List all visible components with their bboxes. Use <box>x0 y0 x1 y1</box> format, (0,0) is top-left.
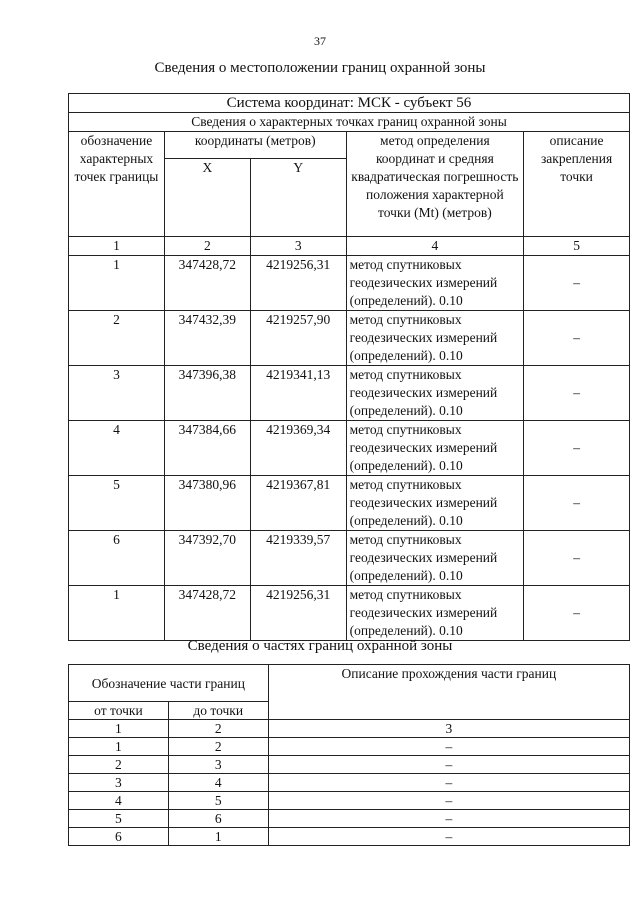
col-y-header: Y <box>250 159 346 237</box>
coord-x: 347432,39 <box>164 311 250 366</box>
method-line: метод спутниковых <box>349 312 462 327</box>
coord-x: 347428,72 <box>164 256 250 311</box>
method-line: метод спутниковых <box>349 532 462 547</box>
from-point: 1 <box>69 738 169 756</box>
point-id: 2 <box>69 311 165 366</box>
column-number: 2 <box>168 720 268 738</box>
column-number-row <box>69 720 630 738</box>
method-line: (определений). 0.10 <box>349 458 463 473</box>
part-description: – <box>268 756 629 774</box>
point-description: – <box>524 366 630 421</box>
col-coords-header: координаты (метров) <box>164 132 346 159</box>
point-description: – <box>524 311 630 366</box>
to-point: 3 <box>168 756 268 774</box>
method-cell <box>346 366 524 421</box>
part-description: – <box>268 738 629 756</box>
column-number: 4 <box>346 237 524 256</box>
to-point: 6 <box>168 810 268 828</box>
table-subheader: Сведения о характерных точках границ охранной зоны <box>69 113 630 132</box>
table-row <box>69 586 630 641</box>
table-row <box>69 810 630 828</box>
table-row <box>69 756 630 774</box>
boundary-points-table <box>68 93 630 641</box>
from-point: 5 <box>69 810 169 828</box>
method-cell <box>346 476 524 531</box>
point-id: 5 <box>69 476 165 531</box>
column-number: 3 <box>268 720 629 738</box>
col-part-desc-header: Описание прохождения части границ <box>268 665 629 720</box>
point-id: 3 <box>69 366 165 421</box>
page-number: 37 <box>314 34 326 48</box>
coord-x: 347384,66 <box>164 421 250 476</box>
method-line: (определений). 0.10 <box>349 568 463 583</box>
table-row <box>69 531 630 586</box>
section-title: Сведения о местоположении границ охранной зоны <box>154 60 486 76</box>
point-id: 4 <box>69 421 165 476</box>
coord-x: 347428,72 <box>164 586 250 641</box>
column-number: 5 <box>524 237 630 256</box>
col-desc-header: описание закрепления точки <box>524 132 630 237</box>
to-point: 5 <box>168 792 268 810</box>
method-cell <box>346 531 524 586</box>
table-row <box>69 476 630 531</box>
method-line: геодезических измерений <box>349 605 498 620</box>
method-line: (определений). 0.10 <box>349 403 463 418</box>
point-description: – <box>524 531 630 586</box>
section-title-parts: Сведения о частях границ охранной зоны <box>187 638 453 654</box>
table-row <box>69 792 630 810</box>
point-description: – <box>524 476 630 531</box>
point-id: 1 <box>69 586 165 641</box>
col-point-header: обозначение характерных точек границы <box>69 132 165 237</box>
method-line: метод спутниковых <box>349 422 462 437</box>
boundary-parts-table <box>68 664 630 846</box>
method-line: (определений). 0.10 <box>349 293 463 308</box>
to-point: 4 <box>168 774 268 792</box>
col-part-header: Обозначение части границ <box>69 665 269 702</box>
method-cell <box>346 256 524 311</box>
coord-y: 4219256,31 <box>250 256 346 311</box>
part-description: – <box>268 828 629 846</box>
method-line: геодезических измерений <box>349 550 498 565</box>
coord-y: 4219339,57 <box>250 531 346 586</box>
method-line: метод спутниковых <box>349 257 462 272</box>
method-line: (определений). 0.10 <box>349 513 463 528</box>
from-point: 6 <box>69 828 169 846</box>
table-row <box>69 366 630 421</box>
method-line: геодезических измерений <box>349 495 498 510</box>
col-x-header: X <box>164 159 250 237</box>
column-number: 3 <box>250 237 346 256</box>
coord-x: 347392,70 <box>164 531 250 586</box>
coordinate-system: Система координат: МСК - субъект 56 <box>69 94 630 113</box>
table-row <box>69 421 630 476</box>
coord-y: 4219257,90 <box>250 311 346 366</box>
coord-y: 4219256,31 <box>250 586 346 641</box>
column-number: 1 <box>69 720 169 738</box>
table-row <box>69 738 630 756</box>
method-line: метод спутниковых <box>349 477 462 492</box>
method-line: метод спутниковых <box>349 367 462 382</box>
table-row <box>69 256 630 311</box>
method-cell <box>346 421 524 476</box>
from-point: 3 <box>69 774 169 792</box>
column-number-row <box>69 237 630 256</box>
point-id: 6 <box>69 531 165 586</box>
from-point: 4 <box>69 792 169 810</box>
table-row <box>69 828 630 846</box>
part-description: – <box>268 774 629 792</box>
point-id: 1 <box>69 256 165 311</box>
method-cell <box>346 586 524 641</box>
method-line: (определений). 0.10 <box>349 348 463 363</box>
coord-x: 347380,96 <box>164 476 250 531</box>
col-from-header: от точки <box>69 702 169 720</box>
part-description: – <box>268 792 629 810</box>
table-row <box>69 774 630 792</box>
coord-y: 4219369,34 <box>250 421 346 476</box>
from-point: 2 <box>69 756 169 774</box>
coord-x: 347396,38 <box>164 366 250 421</box>
method-line: метод спутниковых <box>349 587 462 602</box>
table-row <box>69 311 630 366</box>
column-number: 2 <box>164 237 250 256</box>
point-description: – <box>524 256 630 311</box>
method-cell <box>346 311 524 366</box>
coord-y: 4219341,13 <box>250 366 346 421</box>
coord-y: 4219367,81 <box>250 476 346 531</box>
to-point: 1 <box>168 828 268 846</box>
method-line: (определений). 0.10 <box>349 623 463 638</box>
method-line: геодезических измерений <box>349 385 498 400</box>
method-line: геодезических измерений <box>349 330 498 345</box>
method-line: геодезических измерений <box>349 440 498 455</box>
point-description: – <box>524 586 630 641</box>
col-method-header: метод определения координат и средняя квадратическая погрешность положения характерной точки (Mt) (метров) <box>346 132 524 237</box>
method-line: геодезических измерений <box>349 275 498 290</box>
to-point: 2 <box>168 738 268 756</box>
column-number: 1 <box>69 237 165 256</box>
part-description: – <box>268 810 629 828</box>
col-to-header: до точки <box>168 702 268 720</box>
point-description: – <box>524 421 630 476</box>
